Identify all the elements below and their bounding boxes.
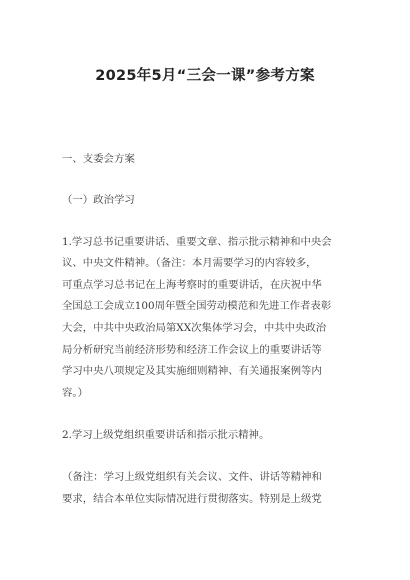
paragraph-line: 2.学习上级党组织重要讲话和指示批示精神。 — [62, 429, 270, 441]
document-title: 2025年5月“三会一课”参考方案 — [95, 68, 315, 84]
subsection-heading: （一）政治学习 — [62, 194, 135, 206]
paragraph-line: 学习中央八项规定及其实施细则精神、有关通报案例等内 — [62, 365, 322, 377]
paragraph-line: 容。） — [62, 387, 88, 399]
paragraph-line: 可重点学习总书记在上海考察时的重要讲话，在庆祝中华 — [62, 279, 322, 291]
paragraph-line: 全国总工会成立100周年暨全国劳动模范和先进工作者表彰 — [62, 300, 332, 312]
paragraph-line: 局分析研究当前经济形势和经济工作会议上的重要讲话等 — [62, 344, 322, 356]
note-line: 要求，结合本单位实际情况进行贯彻落实。特别是上级党 — [62, 493, 322, 505]
note-line: （备注：学习上级党组织有关会议、文件、讲话等精神和 — [62, 471, 322, 483]
paragraph-line: 大会，中共中央政治局第XX次集体学习会，中共中央政治 — [62, 322, 327, 334]
section-heading: 一、支委会方案 — [62, 153, 135, 165]
paragraph-line: 1.学习总书记重要讲话、重要文章、指示批示精神和中央会 — [62, 236, 332, 248]
paragraph-line: 议、中央文件精神。（备注：本月需要学习的内容较多， — [62, 257, 317, 269]
